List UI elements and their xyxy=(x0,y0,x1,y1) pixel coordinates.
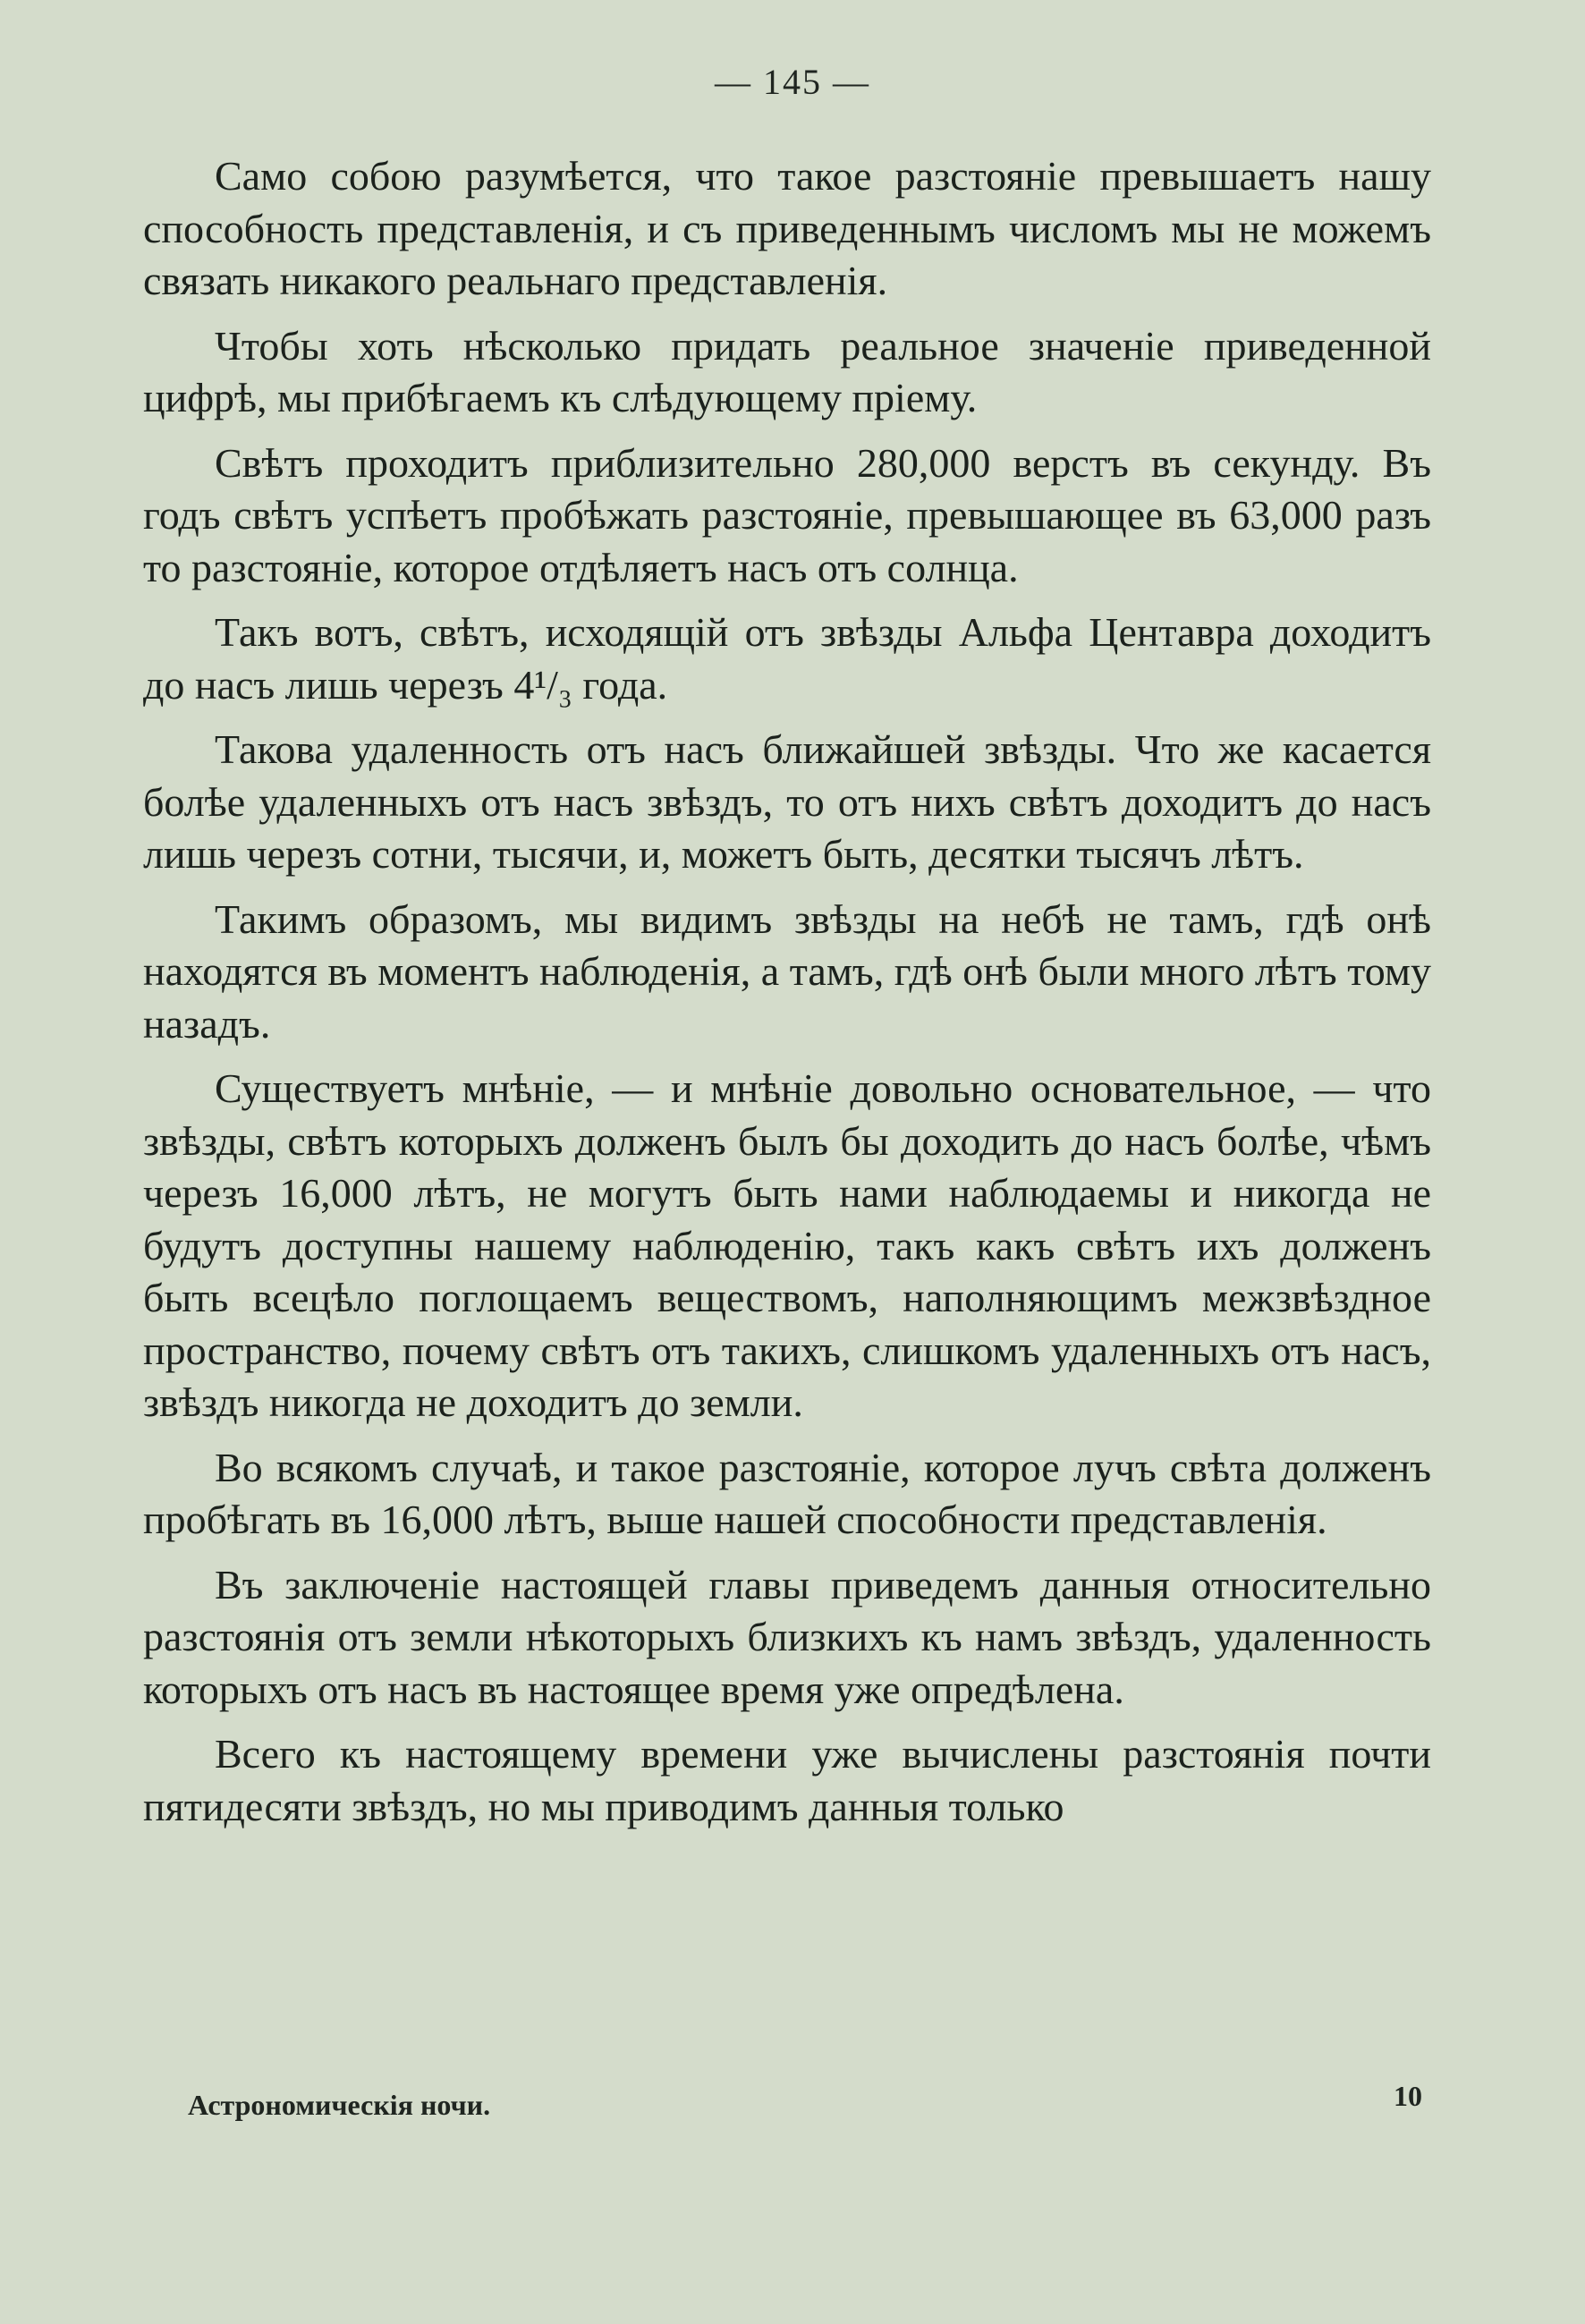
paragraph: Во всякомъ случаѣ, и такое разстояніе, которое лучъ свѣта долженъ пробѣгать въ 16,000 лѣтъ, выше нашей способности представленія. xyxy=(143,1444,1431,1542)
page-body xyxy=(143,150,1431,1845)
paragraph: Свѣтъ проходитъ приблизительно 280,000 верстъ въ секунду. Въ годъ свѣтъ успѣетъ пробѣжать разстояніе, превышающее въ 63,000 разъ то разстояніе, которое отдѣляетъ насъ отъ солнца. xyxy=(143,439,1431,590)
paragraph: Чтобы хоть нѣсколько придать реальное значеніе приведенной цифрѣ, мы прибѣгаемъ къ слѣдующему пріему. xyxy=(143,322,1431,420)
paragraph: Всего къ настоящему времени уже вычислены разстоянія почти пятидесяти звѣздъ, но мы приводимъ данныя только xyxy=(143,1731,1431,1829)
paragraph: Само собою разумѣется, что такое разстояніе превышаетъ нашу способность представленія, и съ приведеннымъ числомъ мы не можемъ связать никакого реальнаго представленія. xyxy=(143,153,1431,303)
paragraph: Такимъ образомъ, мы видимъ звѣзды на небѣ не тамъ, гдѣ онѣ находятся въ моментъ наблюденія, а тамъ, гдѣ онѣ были много лѣтъ тому назадъ. xyxy=(143,895,1431,1047)
footer-signature: Астрономическія ночи. xyxy=(188,2089,491,2121)
paragraph: Такъ вотъ, свѣтъ, исходящій отъ звѣзды Альфа Центавра доходитъ до насъ лишь черезъ 4¹/₃ года. xyxy=(143,609,1431,708)
paragraph: Такова удаленность отъ насъ ближайшей звѣзды. Что же касается болѣе удаленныхъ отъ насъ звѣздъ, то отъ нихъ свѣтъ доходитъ до насъ лишь черезъ сотни, тысячи, и, можетъ быть, десятки тысячъ лѣтъ. xyxy=(143,726,1431,877)
page-number: — 145 — xyxy=(715,62,870,102)
paragraph: Въ заключеніе настоящей главы приведемъ данныя относительно разстоянія отъ земли нѣкоторыхъ близкихъ къ намъ звѣздъ, удаленность которыхъ отъ насъ въ настоящее время уже опредѣлена. xyxy=(143,1561,1431,1712)
paragraph: Существуетъ мнѣніе, — и мнѣніе довольно основательное, — что звѣзды, свѣтъ которыхъ долженъ былъ бы доходить до насъ болѣе, чѣмъ черезъ 16,000 лѣтъ, не могутъ быть нами наблюдаемы и никогда не будутъ доступны нашему наблюденію, такъ какъ свѣтъ ихъ долженъ быть всецѣло поглощаемъ веществомъ, наполняющимъ межзвѣздное пространство, почему свѣтъ отъ такихъ, слишкомъ удаленныхъ отъ насъ, звѣздъ никогда не доходитъ до земли. xyxy=(143,1065,1431,1425)
footer-sheet-number: 10 xyxy=(1394,2080,1422,2112)
